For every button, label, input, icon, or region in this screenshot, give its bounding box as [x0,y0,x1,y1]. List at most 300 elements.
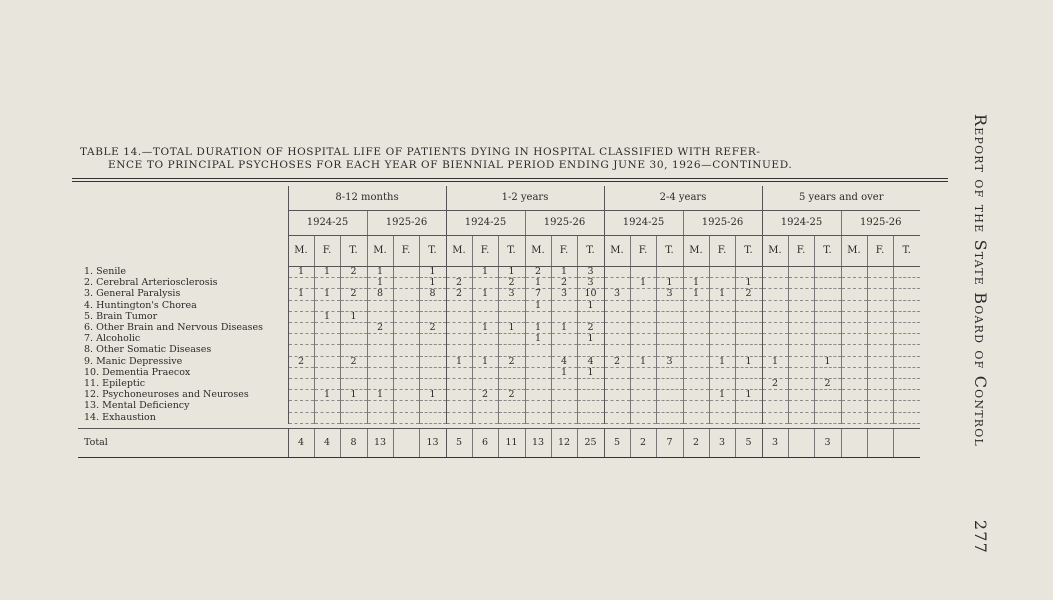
table-cell [340,401,367,412]
table-cell: 1 [709,356,735,367]
group-header: 1-2 years [446,186,604,211]
table-cell [446,267,472,278]
table-cell [867,367,893,378]
table-cell [867,412,893,423]
col-header: T. [577,236,604,267]
table-cell [498,379,525,390]
table-cell [656,367,683,378]
table-cell: 7 [525,289,551,300]
table-cell [630,323,656,334]
table-cell: 13 [525,428,551,457]
table-cell [314,401,340,412]
period-header: 1924-25 [762,211,841,236]
table-cell: 2 [630,428,656,457]
table-cell: 8 [367,289,393,300]
table-cell: 2 [604,356,630,367]
col-header: T. [735,236,762,267]
table-cell [393,323,419,334]
col-header: M. [367,236,393,267]
table-cell: 1 [367,390,393,401]
row-label: 10. Dementia Praecox [84,367,191,378]
row-label: 14. Exhaustion [84,412,156,423]
table-cell [314,379,340,390]
row-label: 5. Brain Tumor [84,311,158,322]
table-cell [762,345,788,356]
table-cell [788,278,814,289]
table-cell [340,300,367,311]
table-cell [893,289,920,300]
table-cell: 2 [340,356,367,367]
table-cell: 1 [525,334,551,345]
table-cell: 2 [288,356,314,367]
table-row [78,289,920,300]
table-cell [656,311,683,322]
table-cell [762,412,788,423]
table-cell: 1 [340,390,367,401]
header-row-periods [78,211,920,236]
table-cell: 2 [577,323,604,334]
col-header: F. [551,236,577,267]
table-cell [630,289,656,300]
table-cell: 1 [419,267,446,278]
period-header: 1924-25 [446,211,525,236]
col-header: M. [762,236,788,267]
table-cell [367,334,393,345]
table-cell [630,311,656,322]
table-cell [340,323,367,334]
col-header: T. [419,236,446,267]
table-cell [814,300,841,311]
table-cell [683,267,709,278]
table-cell [735,334,762,345]
table-cell [762,267,788,278]
table-cell [867,323,893,334]
table-cell [498,412,525,423]
table-cell [683,390,709,401]
table-cell [735,379,762,390]
table-cell [604,278,630,289]
table-cell [893,356,920,367]
table-cell [498,334,525,345]
table-cell [867,379,893,390]
table-cell [735,367,762,378]
table-cell [814,390,841,401]
table-cell [656,401,683,412]
col-header: T. [498,236,525,267]
table-cell [472,412,498,423]
period-header: 1925-26 [841,211,920,236]
table-cell: 4 [314,428,340,457]
col-header: M. [446,236,472,267]
table-cell: 25 [577,428,604,457]
table-cell: 5 [604,428,630,457]
group-header: 2-4 years [604,186,762,211]
table-cell [314,278,340,289]
table-cell [788,289,814,300]
table-cell [788,367,814,378]
top-rule [72,178,948,179]
period-header: 1924-25 [288,211,367,236]
table-row [78,412,920,423]
table-cell [788,345,814,356]
table-cell [735,267,762,278]
table-cell [446,300,472,311]
table-cell [288,278,314,289]
table-row [78,401,920,412]
table-cell [788,412,814,423]
table-cell [762,289,788,300]
table-cell [814,278,841,289]
table-cell [314,367,340,378]
table-cell [841,379,867,390]
table-cell: 2 [446,289,472,300]
table-cell [604,334,630,345]
table-cell [788,356,814,367]
table-cell [709,300,735,311]
col-header: F. [788,236,814,267]
table-cell [604,367,630,378]
table-cell [472,300,498,311]
table-cell [893,428,920,457]
table-cell [393,345,419,356]
table-cell [709,267,735,278]
col-header: T. [340,236,367,267]
header-row-groups [78,186,920,211]
row-label: 8. Other Somatic Diseases [84,344,212,356]
table-cell [709,334,735,345]
table-cell [472,367,498,378]
table-cell [709,367,735,378]
col-header: T. [656,236,683,267]
table-cell [630,367,656,378]
table-cell [788,323,814,334]
table-cell [893,401,920,412]
col-header: M. [604,236,630,267]
table-row [78,367,920,378]
table-cell [735,311,762,322]
table-cell [604,345,630,356]
col-header: F. [709,236,735,267]
table-cell [604,390,630,401]
table-cell: 3 [656,356,683,367]
table-cell: 1 [472,289,498,300]
table-cell [551,401,577,412]
table-cell [551,345,577,356]
table-cell: 10 [577,289,604,300]
col-header: M. [683,236,709,267]
table-cell: 1 [814,356,841,367]
table-cell: 1 [709,289,735,300]
table-cell [656,334,683,345]
table-cell [525,311,551,322]
table-cell: 2 [498,390,525,401]
table-cell [419,345,446,356]
table-cell [893,323,920,334]
table-cell [814,289,841,300]
table-cell [709,278,735,289]
table-cell: 2 [735,289,762,300]
table-cell [867,311,893,322]
table-cell: 1 [630,278,656,289]
table-cell [683,345,709,356]
table-cell [393,390,419,401]
table-row [78,356,920,367]
table-cell [577,412,604,423]
table-cell [814,311,841,322]
table-cell: 1 [288,267,314,278]
table-cell [893,345,920,356]
table-cell [288,300,314,311]
table-cell [393,289,419,300]
table-caption [80,146,950,172]
row-label: 3. General Paralysis [84,288,181,300]
table-cell [893,390,920,401]
table-cell [893,367,920,378]
table-cell: 1 [288,289,314,300]
table-cell [525,379,551,390]
header-row-cols [78,236,920,267]
table-cell: 5 [446,428,472,457]
table-cell [393,367,419,378]
table-row [78,379,920,390]
table-cell [419,300,446,311]
table-cell [314,323,340,334]
table-cell [340,345,367,356]
row-label: 1. Senile [84,266,127,277]
table-cell: 1 [735,356,762,367]
table-cell [788,428,814,457]
table-cell [525,412,551,423]
table-cell [867,267,893,278]
period-header: 1925-26 [367,211,446,236]
table-cell [867,300,893,311]
table-cell [630,401,656,412]
table-cell [841,289,867,300]
table-cell: 12 [551,428,577,457]
table-cell [367,300,393,311]
table-cell [446,379,472,390]
table-cell [604,267,630,278]
table-cell [393,300,419,311]
table-cell [788,334,814,345]
table-cell: 8 [419,289,446,300]
table-cell: 2 [551,278,577,289]
table-cell [393,428,419,457]
table-cell [525,356,551,367]
table-cell: 1 [551,323,577,334]
table-cell [419,356,446,367]
table-cell [498,311,525,322]
table-cell [551,311,577,322]
table-cell [762,401,788,412]
col-header: F. [867,236,893,267]
table-cell [841,345,867,356]
table-cell [814,412,841,423]
table-cell: 2 [419,323,446,334]
table-cell [709,323,735,334]
table-cell [340,367,367,378]
table-cell: 1 [577,367,604,378]
table-cell [393,267,419,278]
table-cell [446,367,472,378]
table-cell [814,401,841,412]
table-cell [314,300,340,311]
table-cell [577,401,604,412]
table-cell [288,390,314,401]
table-cell [551,390,577,401]
table-cell: 1 [577,334,604,345]
running-title: Report of the State Board of Control [971,114,990,447]
table-cell [551,300,577,311]
table-cell [709,345,735,356]
table-cell [551,412,577,423]
table-cell: 1 [472,267,498,278]
table-cell [893,300,920,311]
table-cell [735,300,762,311]
table-cell: 3 [709,428,735,457]
table-cell [683,356,709,367]
table-cell [393,401,419,412]
table-cell: 1 [735,278,762,289]
table-cell [656,345,683,356]
table-cell [762,300,788,311]
table-cell [630,412,656,423]
table-cell [472,401,498,412]
table-row [78,300,920,311]
table-cell [393,356,419,367]
table-cell: 2 [446,278,472,289]
row-label: Total [78,428,288,457]
table-cell [735,323,762,334]
table-cell: 2 [525,267,551,278]
table-cell: 3 [551,289,577,300]
table-cell: 3 [577,267,604,278]
table-cell [551,379,577,390]
table-cell [841,300,867,311]
table-cell: 4 [551,356,577,367]
table-cell: 1 [314,267,340,278]
table-cell: 2 [762,379,788,390]
table-cell: 1 [367,267,393,278]
group-header: 8-12 months [288,186,446,211]
table-cell [788,379,814,390]
table-cell [577,390,604,401]
col-header: F. [472,236,498,267]
table-cell [735,345,762,356]
table-cell [630,267,656,278]
table-cell [709,412,735,423]
table-cell: 2 [683,428,709,457]
table-cell: 1 [314,311,340,322]
table-cell: 2 [814,379,841,390]
table-cell [762,311,788,322]
table-cell [762,278,788,289]
table-cell: 3 [577,278,604,289]
table-cell [525,345,551,356]
table-cell: 1 [367,278,393,289]
table-cell [656,390,683,401]
table-cell: 1 [630,356,656,367]
table-cell [314,334,340,345]
table-cell [288,367,314,378]
row-label: 9. Manic Depressive [84,356,183,367]
table-cell [656,412,683,423]
table-cell [498,401,525,412]
table-cell [762,323,788,334]
table-cell [393,334,419,345]
table-cell [446,311,472,322]
header-blank [78,236,288,267]
table-cell [683,401,709,412]
row-label: 6. Other Brain and Nervous Diseases [84,322,264,334]
table-cell [340,412,367,423]
table-cell [630,334,656,345]
table-cell [814,367,841,378]
row-label: 12. Psychoneuroses and Neuroses [84,389,249,401]
table-cell: 1 [419,390,446,401]
table-cell [683,334,709,345]
table-cell [604,300,630,311]
table-cell: 1 [735,390,762,401]
table-cell: 1 [472,323,498,334]
col-header: M. [841,236,867,267]
table-row [78,345,920,356]
col-header: F. [314,236,340,267]
table-cell [393,311,419,322]
table-cell: 1 [314,289,340,300]
table-cell [604,379,630,390]
table-cell [841,267,867,278]
table-cell: 3 [498,289,525,300]
table-cell [709,401,735,412]
table-cell [498,300,525,311]
table-cell [393,278,419,289]
table-cell [788,267,814,278]
table-cell [683,367,709,378]
table-cell: 3 [656,289,683,300]
caption-line-2: ENCE TO PRINCIPAL PSYCHOSES FOR EACH YEAR OF BIENNIAL PERIOD ENDING JUNE 30, 1926—CONTINUED. [108,159,793,171]
table-cell [867,278,893,289]
table-cell [735,412,762,423]
running-head [948,114,1004,554]
table-row [78,323,920,334]
table-cell [525,401,551,412]
col-header: T. [814,236,841,267]
page-number: 277 [971,519,990,554]
table-cell [630,390,656,401]
table-cell [841,367,867,378]
table-cell [419,334,446,345]
table-cell [367,345,393,356]
table-cell: 13 [419,428,446,457]
table-cell [867,289,893,300]
table-cell [288,345,314,356]
table-cell: 8 [340,428,367,457]
table-cell [604,311,630,322]
table-cell [525,390,551,401]
table-cell: 1 [498,267,525,278]
table-cell [446,401,472,412]
table-cell: 2 [367,323,393,334]
table-cell: 4 [577,356,604,367]
table-cell [577,311,604,322]
table-cell [525,367,551,378]
table-cell [841,278,867,289]
period-header: 1925-26 [683,211,762,236]
table-cell [788,300,814,311]
table-cell [841,428,867,457]
table-row [78,334,920,345]
